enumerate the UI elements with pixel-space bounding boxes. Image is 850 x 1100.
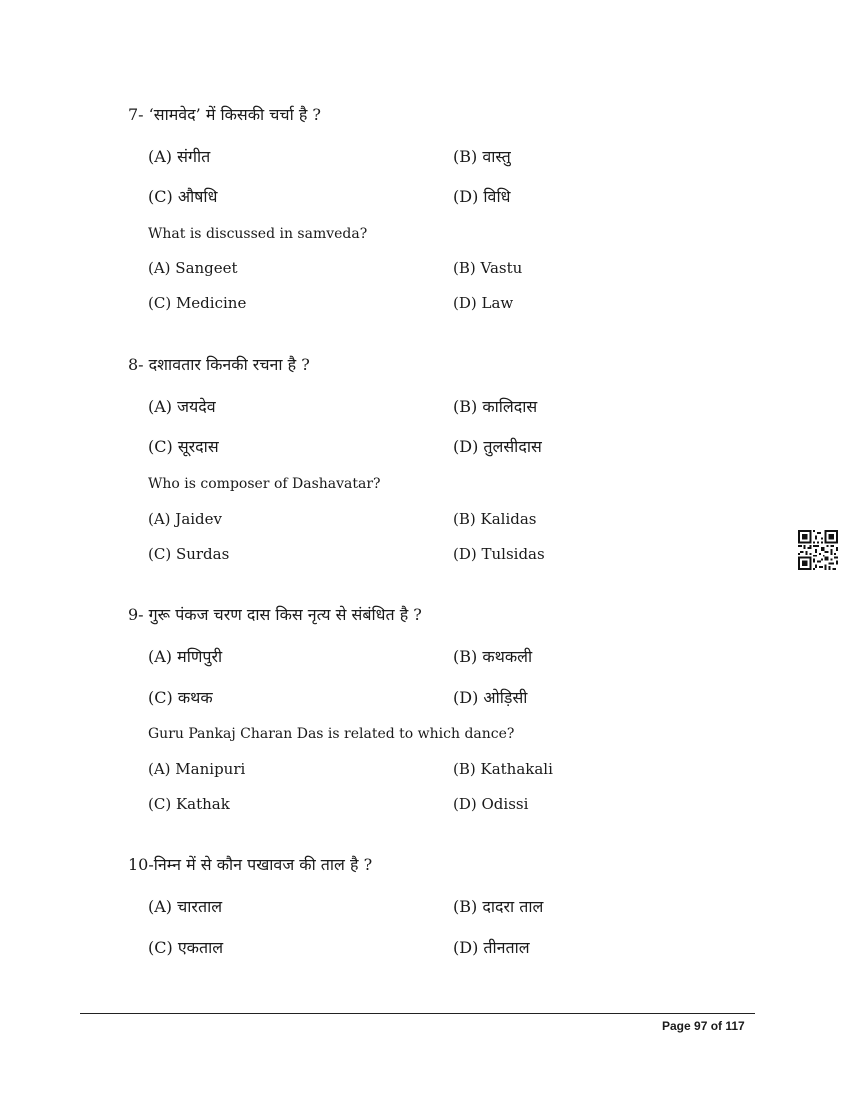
q9-en-option-d: (D) Odissi (453, 795, 529, 813)
q10-hi-option-b: (B) दादरा ताल (453, 897, 544, 916)
q7-hi-option-c: (C) औषधि (148, 187, 218, 206)
q9-hi-option-d: (D) ओड़िसी (453, 688, 528, 707)
q9-hi-option-a: (A) मणिपुरी (148, 647, 223, 666)
q8-en-option-d: (D) Tulsidas (453, 545, 545, 563)
q8-hi-option-c: (C) सूरदास (148, 437, 219, 456)
question-7-hindi: 7- ‘सामवेद’ में किसकी चर्चा है ? (128, 105, 321, 124)
q10-hi-option-d: (D) तीनताल (453, 938, 530, 957)
question-9-english: Guru Pankaj Charan Das is related to which dance? (148, 726, 515, 742)
qr-code-icon (798, 530, 838, 570)
q9-en-option-b: (B) Kathakali (453, 760, 553, 778)
question-7-english: What is discussed in samveda? (148, 226, 368, 242)
q8-hi-option-a: (A) जयदेव (148, 397, 216, 416)
q7-hi-option-a: (A) संगीत (148, 147, 211, 166)
q7-en-option-b: (B) Vastu (453, 259, 523, 277)
q7-hi-option-b: (B) वास्तु (453, 147, 511, 166)
q7-en-option-c: (C) Medicine (148, 294, 247, 312)
q7-hi-option-d: (D) विधि (453, 187, 511, 206)
question-10-hindi: 10-निम्न में से कौन पखावज की ताल है ? (128, 855, 373, 874)
q9-hi-option-b: (B) कथकली (453, 647, 533, 666)
page-number: Page 97 of 117 (662, 1019, 745, 1033)
q9-en-option-c: (C) Kathak (148, 795, 230, 813)
q8-en-option-b: (B) Kalidas (453, 510, 537, 528)
q9-hi-option-c: (C) कथक (148, 688, 213, 707)
q9-en-option-a: (A) Manipuri (148, 760, 246, 778)
q8-en-option-a: (A) Jaidev (148, 510, 223, 528)
q10-hi-option-a: (A) चारताल (148, 897, 223, 916)
question-8-hindi: 8- दशावतार किनकी रचना है ? (128, 355, 310, 374)
q8-hi-option-b: (B) कालिदास (453, 397, 538, 416)
q7-en-option-a: (A) Sangeet (148, 259, 238, 277)
q8-hi-option-d: (D) तुलसीदास (453, 437, 542, 456)
q8-en-option-c: (C) Surdas (148, 545, 230, 563)
question-8-english: Who is composer of Dashavatar? (148, 476, 381, 492)
q10-hi-option-c: (C) एकताल (148, 938, 224, 957)
question-9-hindi: 9- गुरू पंकज चरण दास किस नृत्य से संबंधित है ? (128, 605, 422, 624)
q7-en-option-d: (D) Law (453, 294, 514, 312)
footer-divider (80, 1013, 755, 1014)
